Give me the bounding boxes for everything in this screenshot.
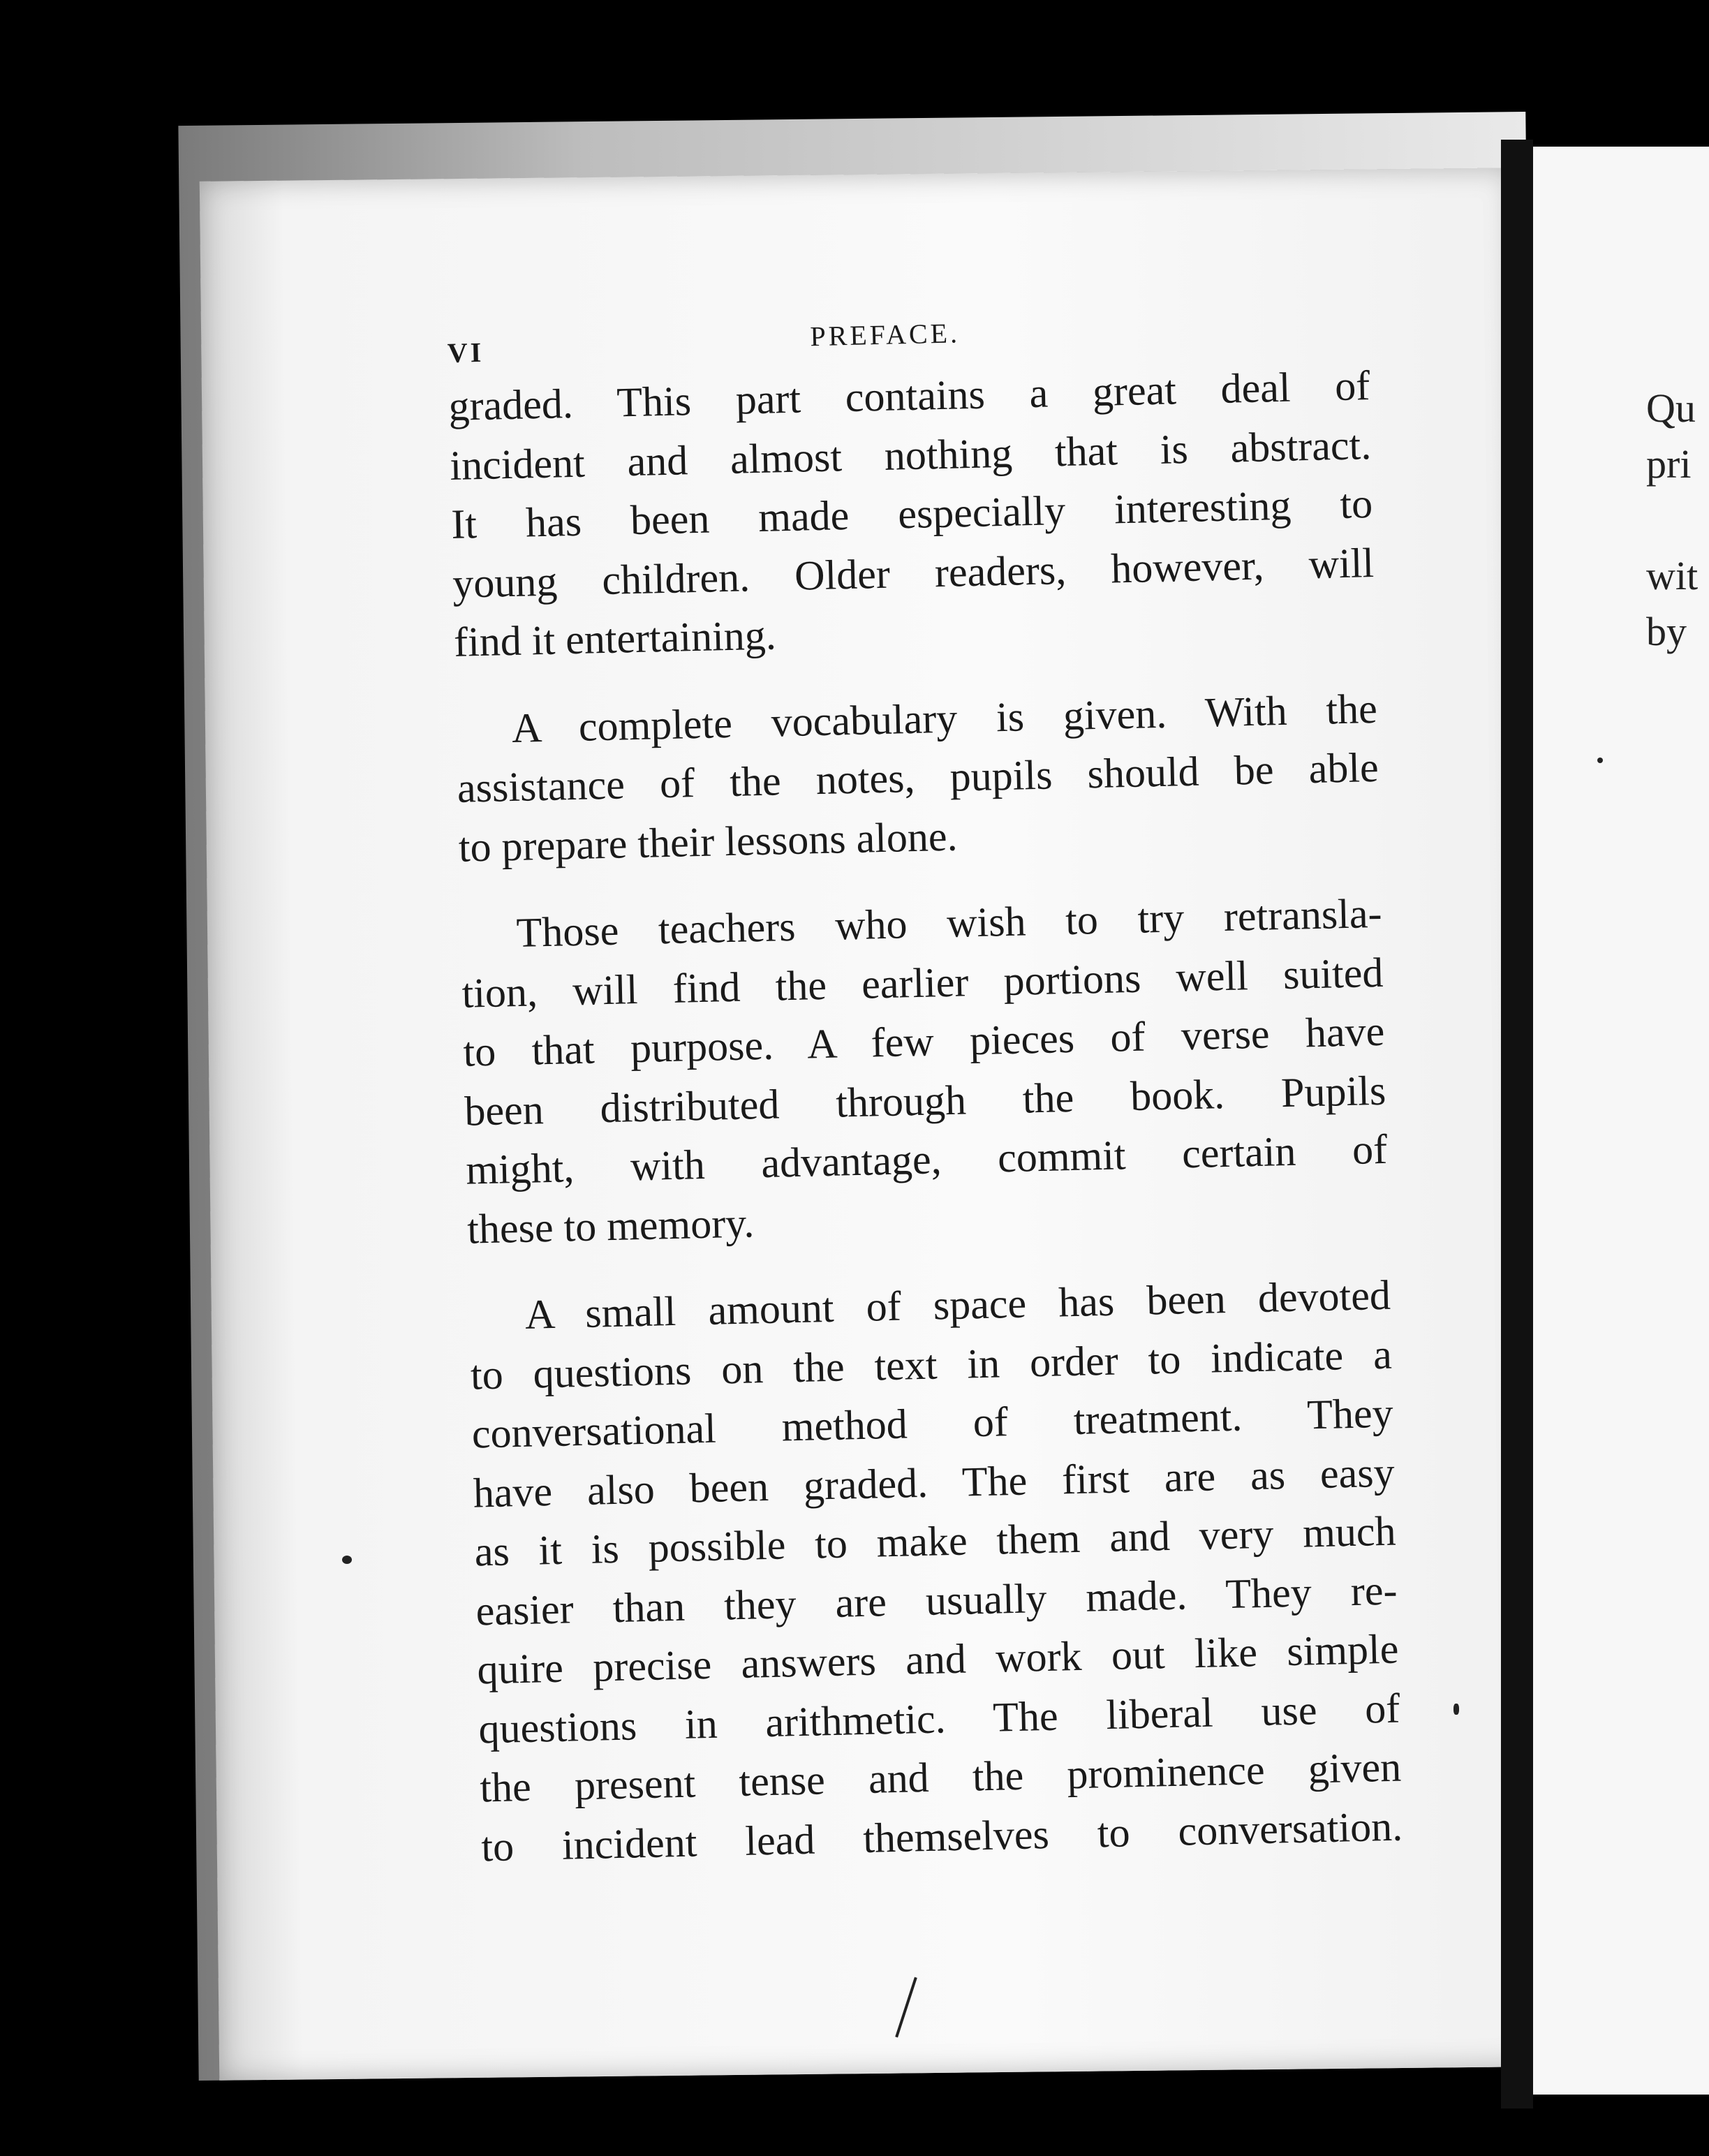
text-line: It has been made especially interesting to [450, 480, 1373, 547]
text-line: been distributed through the book. Pupils [464, 1067, 1386, 1135]
ink-speck [1453, 1704, 1459, 1715]
text-line: A small amount of space has been devoted [524, 1271, 1391, 1338]
facing-line-5: by [1646, 609, 1687, 654]
facing-line-4: wit [1646, 553, 1699, 598]
ink-speck [342, 1556, 352, 1564]
text-line: to incident lead themselves to conversation. [480, 1803, 1403, 1870]
book-gutter [1501, 140, 1533, 2109]
text-line: A complete vocabulary is given. With the [511, 685, 1378, 751]
text-line: Those teachers who wish to try retransla- [515, 889, 1383, 956]
page-number: VI [447, 336, 484, 369]
paragraph-2 [455, 679, 1380, 876]
text-line: assistance of the notes, pupils should be able [457, 744, 1379, 811]
page-content [447, 307, 1404, 1904]
facing-line-2: pri [1646, 441, 1692, 487]
text-line: to that purpose. A few pieces of verse have [462, 1007, 1385, 1075]
running-title: PREFACE. [809, 317, 961, 353]
text-line: have also been graded. The first are as easy [473, 1449, 1396, 1516]
text-line: conversational method of treatment. They [471, 1389, 1394, 1457]
text-line: might, with advantage, commit certain of [465, 1125, 1388, 1193]
text-line: graded. This part contains a great deal of [447, 362, 1370, 429]
text-line: tion, will find the earlier portions well suited [461, 949, 1384, 1017]
paragraph-3 [460, 884, 1389, 1259]
text-line: quire precise answers and work out like simple [476, 1625, 1400, 1693]
text-line: the present tense and the prominence given [479, 1743, 1402, 1811]
paragraph-4 [468, 1266, 1403, 1877]
text-line: questions in arithmetic. The liberal use of [478, 1685, 1400, 1752]
paragraph-1 [448, 356, 1376, 672]
text-line: to questions on the text in order to indicate a [470, 1331, 1393, 1398]
facing-page-text [1646, 381, 1698, 660]
facing-line-1: Qu [1646, 385, 1696, 431]
text-line: as it is possible to make them and very much [474, 1507, 1397, 1575]
text-line: young children. Older readers, however, will [452, 539, 1375, 607]
text-line: find it entertaining. [453, 612, 777, 665]
text-line: to prepare their lessons alone. [458, 813, 959, 871]
text-line: incident and almost nothing that is abstract. [449, 421, 1372, 489]
ink-speck [1597, 758, 1603, 763]
text-line: these to memory. [466, 1199, 755, 1253]
text-line: easier than they are usually made. They re- [475, 1567, 1398, 1634]
